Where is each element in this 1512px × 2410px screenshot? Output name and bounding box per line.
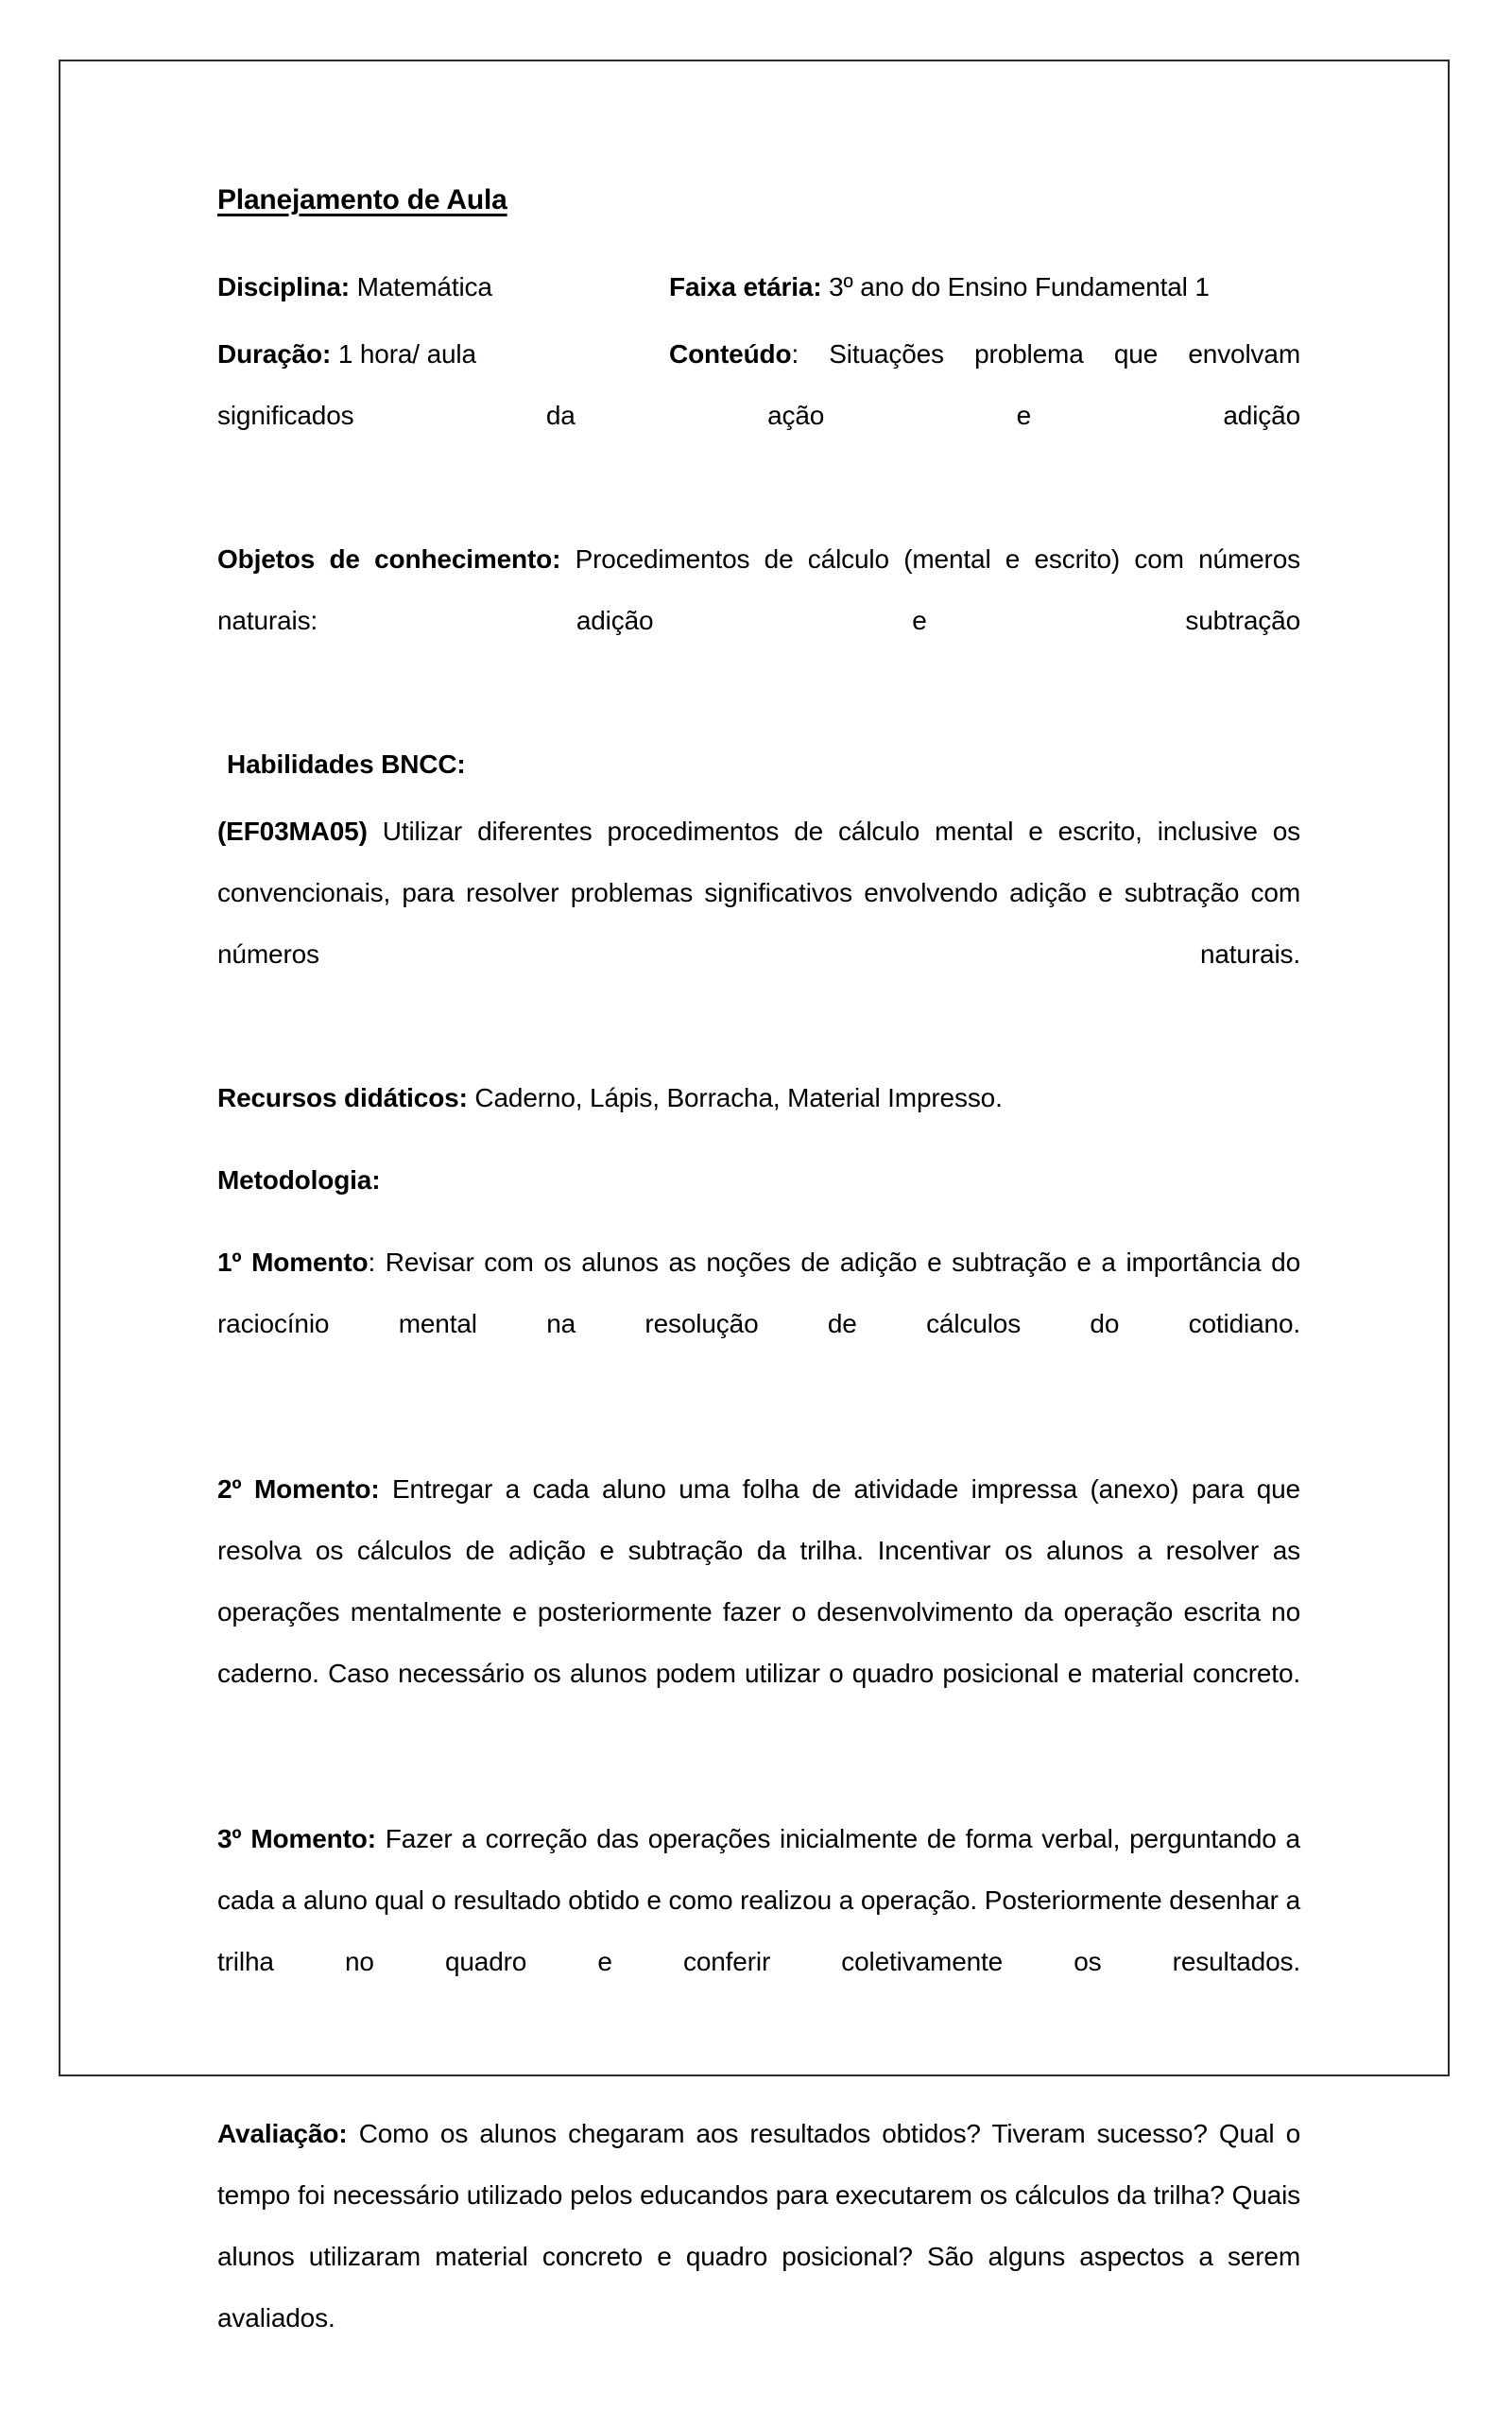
paragraph-momento-3 (217, 1808, 1300, 2054)
momento-2-text: Entregar a cada aluno uma folha de atividade impressa (anexo) para que resolva os cálculos de adição e subtração da trilha. Incentivar os alunos a resolver as operações mentalmente e posteriormente fazer o desenvolvimento da operação escrita no caderno. Caso necessário os alunos podem utilizar o quadro posicional e material concreto. (217, 1474, 1300, 1688)
field-duracao (217, 323, 669, 385)
momento-1-separator: : (368, 1248, 386, 1277)
meta-row-duracao (217, 323, 1300, 508)
space-1 (821, 272, 829, 301)
document-body (217, 181, 1300, 2410)
momento-3-separator (376, 1824, 386, 1853)
field-disciplina-label: Disciplina: (217, 272, 350, 301)
avaliacao-text: Como os alunos chegaram aos resultados obtidos? Tiveram sucesso? Qual o tempo foi necessário utilizado pelos educandos para executarem os cálculos da trilha? Quais alunos utilizaram material concreto e quadro posicional? São alguns aspectos a serem avaliados. (217, 2119, 1300, 2333)
momento-1-label: 1º Momento (217, 1248, 369, 1277)
momento-1-text: Revisar com os alunos as noções de adição e subtração e a importância do raciocínio mental na resolução de cálculos do cotidiano. (217, 1248, 1301, 1338)
page-title: Planejamento de Aula (217, 184, 507, 215)
paragraph-bncc-skill (217, 800, 1300, 1046)
field-disciplina-text: Matemática (356, 272, 492, 301)
field-conteudo-value: : Situações problema que envolvam significados da ação e adição (217, 339, 1300, 430)
paragraph-momento-2 (217, 1458, 1300, 1765)
field-duracao-label: Duração: (217, 339, 332, 369)
field-conteudo-label: Conteúdo (669, 339, 792, 369)
heading-metodologia: Metodologia: (217, 1165, 381, 1195)
field-recursos-value: Caderno, Lápis, Borracha, Material Impresso. (467, 1083, 1003, 1112)
field-faixa-etaria-label: Faixa etária: (669, 272, 822, 301)
field-disciplina-value (350, 272, 357, 301)
field-disciplina (217, 256, 669, 318)
momento-3-label: 3º Momento: (217, 1824, 376, 1853)
field-objetos-label: Objetos de conhecimento: (217, 544, 561, 574)
document-page-frame (59, 60, 1450, 2333)
avaliacao-separator (348, 2119, 359, 2148)
heading-habilidades-bncc: Habilidades BNCC: (227, 749, 466, 779)
momento-2-separator (380, 1474, 392, 1504)
bncc-text: Utilizar diferentes procedimentos de cálculo mental e escrito, inclusive os convencionais, para resolver problemas significativos envolvendo adição e subtração com números naturais. (217, 817, 1300, 969)
duracao-conteudo-block (217, 323, 1300, 508)
field-duracao-value: 1 hora/ aula (337, 339, 476, 369)
paragraph-avaliacao (217, 2103, 1300, 2410)
field-recursos-didaticos (217, 1067, 1300, 1128)
field-faixa-etaria-value: 3º ano do Ensino Fundamental 1 (829, 272, 1210, 301)
avaliacao-label: Avaliação: (217, 2119, 348, 2148)
paragraph-momento-1 (217, 1231, 1300, 1416)
field-recursos-label: Recursos didáticos: (217, 1083, 468, 1112)
field-objetos-value: Procedimentos de cálculo (mental e escrito) com números naturais: adição e subtração (217, 544, 1300, 635)
space-2 (331, 339, 338, 369)
bncc-code: (EF03MA05) (217, 817, 368, 846)
momento-2-label: 2º Momento: (217, 1474, 380, 1504)
momento-3-text: Fazer a correção das operações inicialmente de forma verbal, perguntando a cada a aluno qual o resultado obtido e como realizou a operação. Posteriormente desenhar a trilha no quadro e conferir coletivamente os resultados. (217, 1824, 1300, 1976)
field-objetos-conhecimento (217, 528, 1300, 713)
meta-row-disciplina (217, 256, 1300, 318)
field-faixa-etaria (669, 256, 1300, 318)
